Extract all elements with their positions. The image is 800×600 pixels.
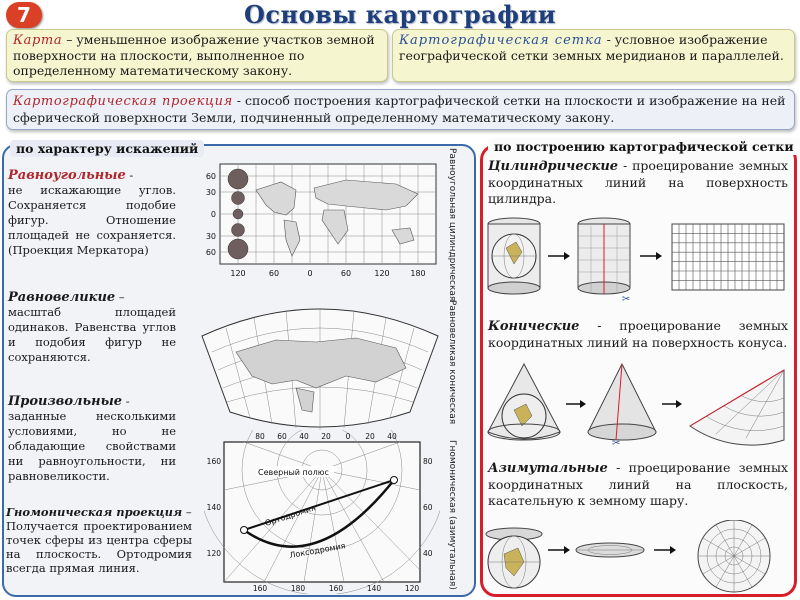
equal-area-text: масштаб площадей одинаков. Равенства углов и подобия фигур не сохраняются.	[8, 305, 176, 364]
disc-icon	[576, 543, 644, 557]
conic-text: проецирование земных координатных линий на поверхность конуса.	[488, 318, 788, 350]
gnomonic-top-tick: 20	[365, 432, 375, 441]
gnomonic-right-tick: 80	[423, 457, 433, 466]
mercator-vertical-label: Равноугольная цилиндрическая	[447, 148, 457, 302]
arbitrary-block	[8, 394, 176, 484]
arbitrary-title: Произвольные	[8, 394, 123, 409]
mercator-x-tick: 0	[307, 269, 313, 278]
mercator-x-tick: 120	[374, 269, 390, 278]
cone-globe-icon	[488, 364, 560, 440]
projection-term: Картографическая проекция	[13, 94, 233, 109]
mercator-map	[196, 160, 442, 285]
scissors-icon: ✂	[612, 438, 621, 449]
gnomonic-top-tick: 80	[255, 432, 265, 441]
gnomonic-right-tick: 40	[423, 549, 433, 558]
grid-icon	[672, 224, 784, 290]
arrow-right-icon	[548, 546, 570, 554]
map-definition-box	[6, 29, 388, 82]
gnomonic-left-tick: 140	[206, 503, 221, 512]
arbitrary-dash: -	[122, 394, 130, 408]
equal-area-title: Равновеликие	[8, 290, 116, 305]
conic-illustration	[484, 360, 794, 450]
mercator-y-tick: 60	[205, 172, 216, 181]
gnomonic-top-tick: 40	[387, 432, 397, 441]
gnomonic-text: Получается проектированием точек сферы из центра сферы на плоскость. Ортодромия всегда прямая линия.	[6, 519, 192, 575]
grid-term: Картографическая сетка	[399, 33, 603, 48]
gnomonic-top-tick: 0	[345, 432, 351, 441]
gnomonic-left-tick: 120	[206, 549, 221, 558]
arrow-right-icon	[566, 400, 586, 408]
gnomonic-top-tick: 40	[299, 432, 309, 441]
gnomonic-top-tick: 60	[277, 432, 287, 441]
mercator-x-tick: 180	[410, 269, 426, 278]
conformal-block	[8, 168, 176, 258]
azimuthal-grid-icon	[698, 520, 770, 592]
arrow-right-icon	[640, 252, 662, 260]
distortion-header: по характеру искажений	[10, 140, 204, 157]
azimuthal-text: проецирование земных координатных линий на плоскость, касательную к земному шару.	[488, 460, 789, 508]
arrow-right-icon	[654, 546, 676, 554]
orthodrome-label: Ортодромия	[263, 503, 317, 528]
conic-map	[196, 292, 444, 432]
construction-header: по построению картографической сетки	[488, 138, 800, 155]
gnomonic-top-tick: 20	[321, 432, 331, 441]
projection-definition-box	[6, 89, 795, 130]
gnomonic-dash: –	[182, 505, 192, 519]
mercator-y-tick: 30	[205, 188, 216, 197]
map-term: Карта	[13, 33, 63, 48]
grid-definition-text: - условное изображение географической сетки земных меридианов и параллелей.	[399, 32, 784, 63]
equal-area-block	[8, 290, 176, 365]
cylinder-icon	[578, 218, 630, 305]
azimuthal-title: Азимутальные	[488, 461, 608, 476]
gnomonic-bottom-tick: 120	[404, 584, 420, 593]
arbitrary-text: заданные несколькими условиями, но не обладающие свойствами ни равноугольности, ни равновеликости.	[8, 409, 176, 483]
gnomonic-right-tick: 60	[423, 503, 433, 512]
map-definition-text: – уменьшенное изображение участков земной поверхности на плоскости, выполненное по определенному математическому закону.	[13, 32, 375, 78]
conformal-dash: -	[125, 168, 134, 182]
page-title: Основы картографии	[243, 0, 556, 29]
arrow-right-icon	[548, 252, 570, 260]
conic-vertical-label: Равновеликая коническая	[447, 300, 457, 425]
azimuthal-dash: -	[607, 460, 621, 475]
gnomonic-left-tick: 160	[206, 457, 221, 466]
projection-definition-text: - способ построения картографической сетки на плоскости и изображение на ней сферической поверхности Земли, подчиненный определенному математическому закону.	[13, 93, 786, 125]
cylindrical-block	[488, 158, 788, 207]
cone-icon	[588, 364, 656, 449]
conic-block	[488, 318, 788, 351]
cylindrical-text: проецирование земных координатных линий на поверхность цилиндра.	[488, 158, 788, 206]
mercator-y-tick: 30	[205, 232, 216, 241]
gnomonic-block	[6, 505, 192, 575]
loxodrome-label: Локсодромия	[288, 541, 347, 560]
north-pole-label: Северный полюс	[258, 468, 329, 477]
gnomonic-vertical-label: Гномоническая (азимутальная)	[447, 440, 457, 590]
conic-dash: -	[579, 318, 602, 333]
conic-title: Конические	[488, 319, 580, 334]
gnomonic-map	[204, 430, 440, 594]
cylinder-globe-icon	[488, 218, 540, 294]
globe-icon	[486, 528, 542, 588]
gnomonic-bottom-tick: 140	[366, 584, 382, 593]
cylindrical-title: Цилиндрические	[488, 159, 619, 174]
arrow-right-icon	[662, 400, 682, 408]
grid-definition-box	[392, 29, 795, 82]
gnomonic-bottom-tick: 160	[328, 584, 344, 593]
mercator-x-tick: 60	[340, 269, 352, 278]
mercator-x-tick: 60	[268, 269, 280, 278]
cylindrical-dash: -	[618, 158, 628, 173]
conformal-text: не искажающие углов. Сохраняется подобие фигур. Отношение площадей не сохраняется. (Проекция Меркатора)	[8, 183, 176, 257]
gnomonic-bottom-tick: 180	[290, 584, 306, 593]
mercator-x-tick: 120	[230, 269, 246, 278]
mercator-y-tick: 0	[210, 210, 216, 219]
gnomonic-title: Гномоническая проекция	[6, 505, 183, 519]
conformal-title: Равноугольные	[8, 168, 126, 183]
mercator-y-tick: 60	[205, 248, 216, 257]
slide-number-badge: 7	[6, 2, 42, 28]
gnomonic-bottom-tick: 160	[252, 584, 268, 593]
azimuthal-illustration	[484, 520, 794, 594]
scissors-icon: ✂	[622, 294, 631, 305]
unrolled-cone-icon	[690, 370, 784, 445]
azimuthal-block	[488, 460, 788, 509]
equal-area-dash: –	[115, 290, 125, 304]
cylindrical-illustration	[484, 214, 794, 306]
